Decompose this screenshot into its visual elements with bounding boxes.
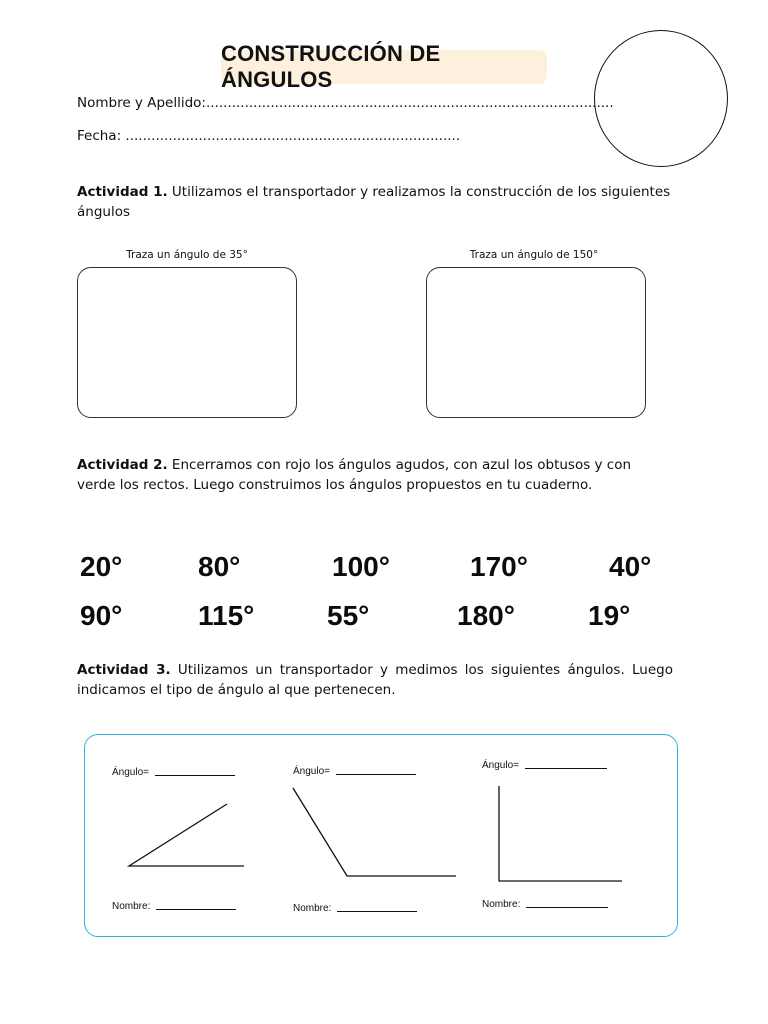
- date-field[interactable]: Fecha: ..............................................................................: [77, 128, 461, 144]
- angle-value[interactable]: 40°: [609, 551, 652, 582]
- name-label: Nombre:: [112, 901, 151, 912]
- angle-value[interactable]: 80°: [198, 551, 241, 582]
- obtuse-angle-drawing: [293, 788, 456, 876]
- activity2-label: Actividad 2.: [77, 457, 168, 473]
- angle-label: Ángulo=: [482, 760, 519, 771]
- angle-value[interactable]: 55°: [327, 600, 370, 631]
- angle-label: Ángulo=: [112, 767, 149, 778]
- name-label: Nombre:: [482, 899, 521, 910]
- angle-label: Ángulo=: [293, 766, 330, 777]
- activity3-text: Utilizamos un transportador y medimos los siguientes ángulos. Luego indicamos el tipo de ángulo al que pertenecen.: [77, 662, 673, 698]
- acute-angle-drawing: [129, 804, 244, 866]
- name-label: Nombre:: [293, 903, 332, 914]
- angle-value[interactable]: 180°: [457, 600, 515, 631]
- activity1-label: Actividad 1.: [77, 184, 168, 200]
- right-angle-drawing: [499, 786, 622, 881]
- angle-value[interactable]: 19°: [588, 600, 631, 631]
- box2-label: Traza un ángulo de 150°: [469, 249, 599, 261]
- activity2-text: Encerramos con rojo los ángulos agudos, con azul los obtusos y con verde los rectos. Luego construimos los ángulos propuestos en tu cuaderno.: [77, 457, 632, 493]
- angle-value[interactable]: 170°: [470, 551, 528, 582]
- angle-value[interactable]: 115°: [198, 600, 255, 631]
- name-field[interactable]: Nombre y Apellido:...............................................................................................: [77, 95, 614, 111]
- angle-value[interactable]: 20°: [80, 551, 123, 582]
- angle-value[interactable]: 90°: [80, 600, 123, 631]
- page-title: CONSTRUCCIÓN DE ÁNGULOS: [221, 50, 547, 84]
- activity3-label: Actividad 3.: [77, 662, 171, 678]
- activity1-text: Utilizamos el transportador y realizamos la construcción de los siguientes ángulos: [77, 184, 671, 220]
- box1-label: Traza un ángulo de 35°: [126, 249, 248, 261]
- angle-value[interactable]: 100°: [332, 551, 390, 582]
